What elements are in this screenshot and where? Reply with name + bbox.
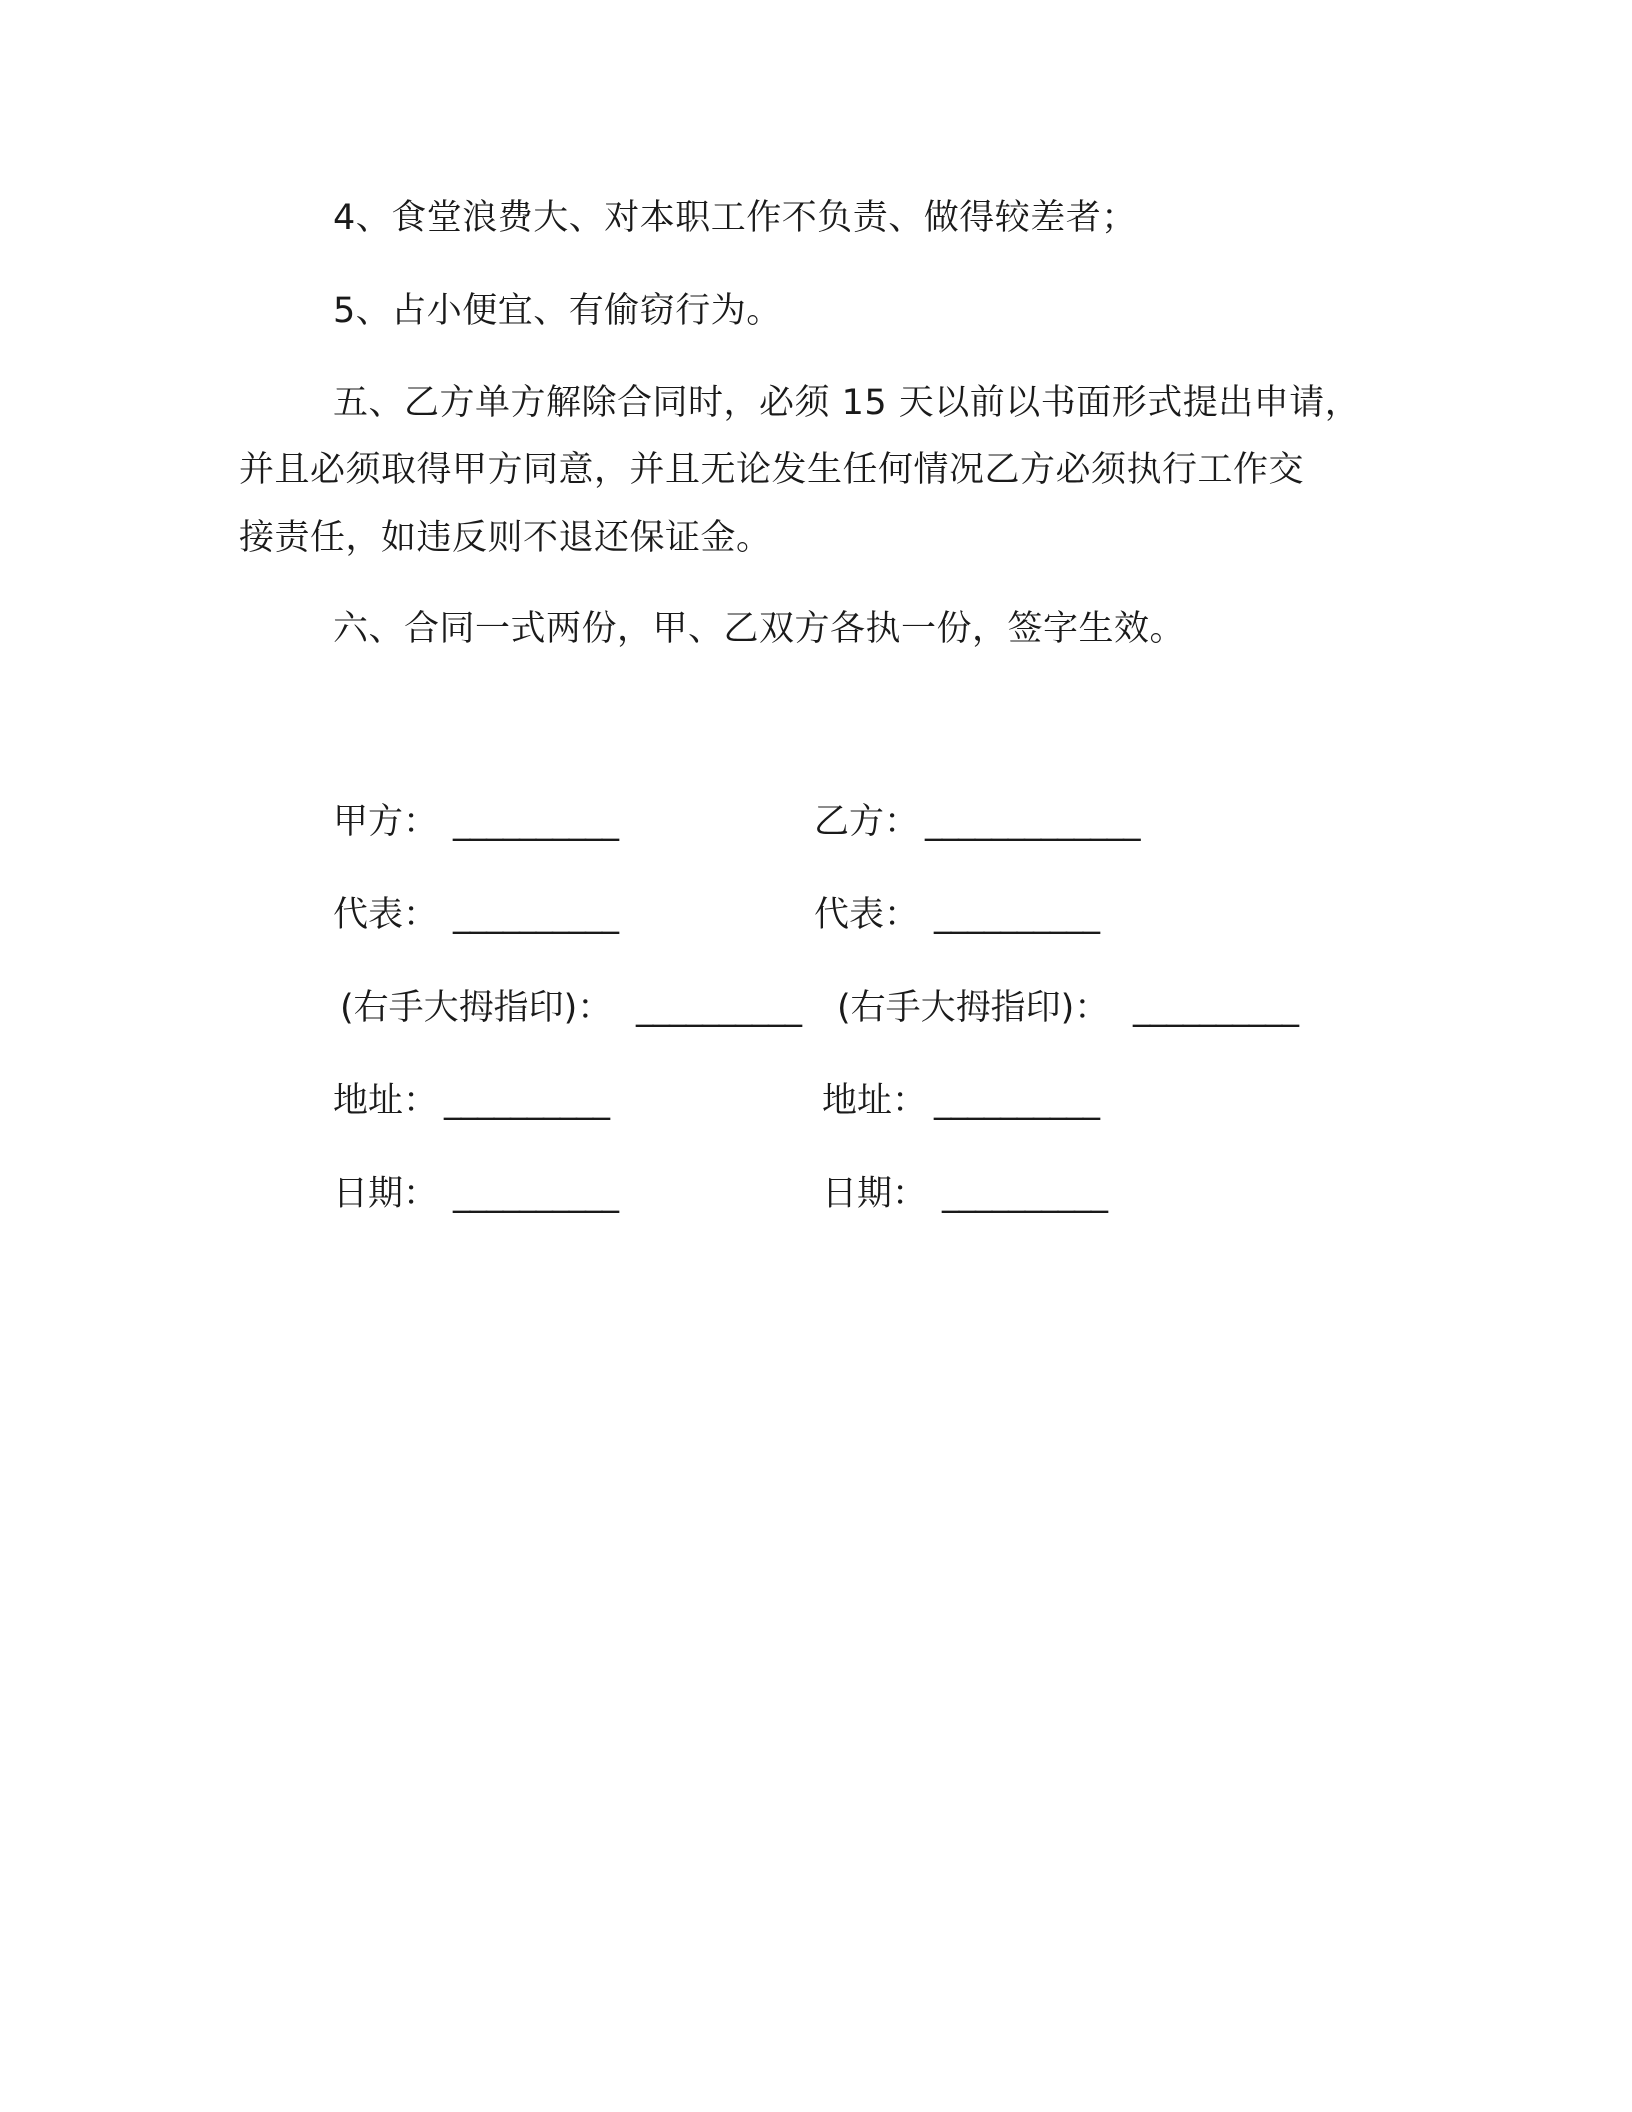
party-a-label: 甲方： — [333, 802, 439, 842]
clause-5-line-2: 并且必须取得甲方同意，并且无论发生任何情况乙方必须执行工作交 — [239, 450, 1305, 490]
address-b-label: 地址： — [822, 1081, 928, 1121]
rep-a-blank: __________ — [453, 895, 618, 935]
rep-b-label: 代表： — [814, 895, 920, 935]
item-5: 5、占小便宜、有偷窃行为。 — [333, 291, 782, 331]
clause-6: 六、合同一式两份，甲、乙双方各执一份，签字生效。 — [333, 609, 1186, 649]
clause-5-line-3: 接责任，如违反则不退还保证金。 — [239, 518, 772, 558]
party-a-blank: __________ — [453, 802, 618, 842]
thumbprint-b-blank: __________ — [1133, 988, 1298, 1028]
address-a-blank: __________ — [444, 1081, 609, 1121]
rep-b-blank: __________ — [934, 895, 1099, 935]
rep-a-label: 代表： — [333, 895, 439, 935]
clause-5-line-1: 五、乙方单方解除合同时，必须 15 天以前以书面形式提出申请， — [333, 383, 1361, 423]
thumbprint-a-blank: __________ — [636, 988, 801, 1028]
date-a-blank: __________ — [453, 1174, 618, 1214]
date-b-label: 日期： — [822, 1174, 928, 1214]
address-a-label: 地址： — [333, 1081, 439, 1121]
item-4: 4、食堂浪费大、对本职工作不负责、做得较差者； — [333, 198, 1137, 238]
thumbprint-b-label: (右手大拇指印)： — [837, 988, 1110, 1028]
date-a-label: 日期： — [333, 1174, 439, 1214]
date-b-blank: __________ — [942, 1174, 1107, 1214]
party-b-blank: _____________ — [925, 802, 1140, 842]
address-b-blank: __________ — [934, 1081, 1099, 1121]
party-b-label: 乙方： — [814, 802, 920, 842]
thumbprint-a-label: (右手大拇指印)： — [340, 988, 613, 1028]
